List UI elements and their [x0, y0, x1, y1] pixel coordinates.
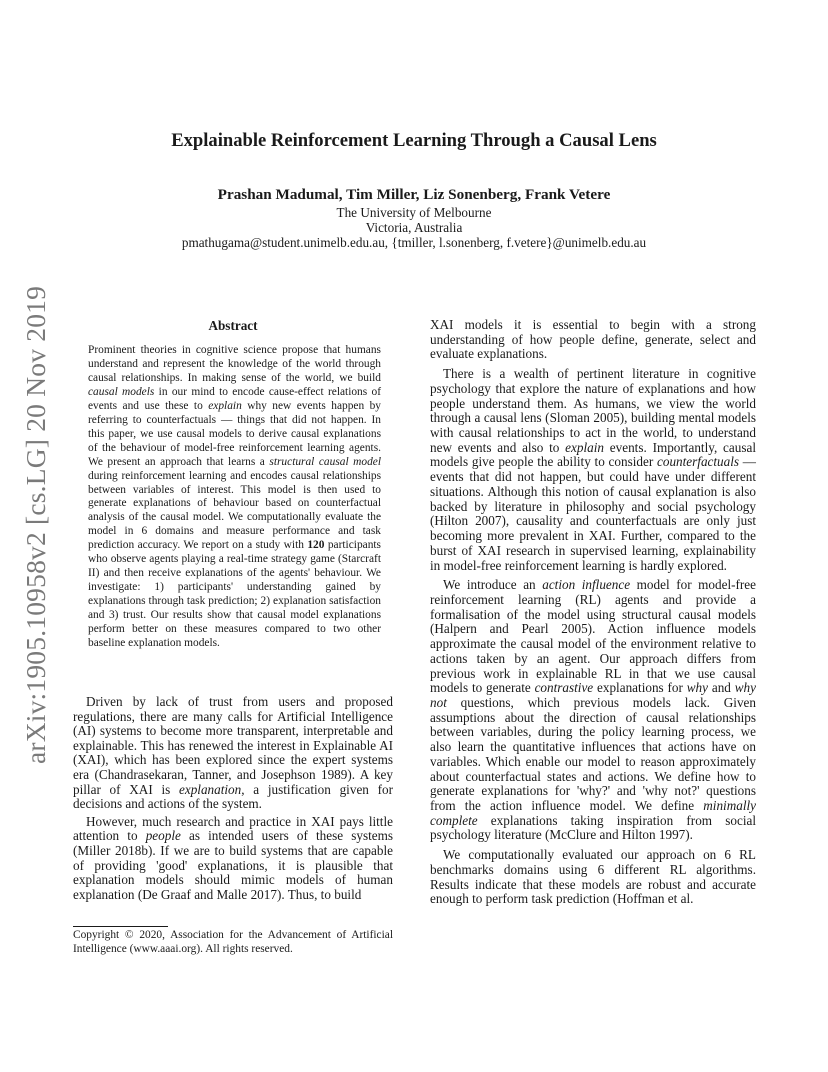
abstract-text-2: in our mind to encode cause-effect relations of events and use these to	[88, 385, 381, 412]
intro-paragraph-2	[73, 815, 393, 903]
intro-p1-text: Driven by lack of trust from users and proposed regulations, there are many calls for Artificial Intelligence (AI) systems to become more transparent, interpretable and explainable. This has renewed the interest in Explainable AI (XAI), which has been explored since the expert systems era (Chandrasekaran, Tanner, and Josephson 1989). A key pillar of XAI is	[73, 694, 393, 797]
location: Victoria, Australia	[365, 220, 463, 235]
copyright-footnote: Copyright © 2020, Association for the Advancement of Artificial Intelligence (www.aaai.org). All rights reserved.	[73, 929, 393, 955]
footnote-divider	[73, 926, 168, 927]
abstract-text-4: during reinforcement learning and encodes causal relationships between variables of interest. This model is then used to generate explanations of behaviour based on counterfactual analysis of the causal model. We computationally evaluate the model in 6 domains and measure performance and task prediction accuracy. We report on a study with	[88, 469, 381, 552]
abstract-emphasis-1: causal models	[88, 385, 155, 398]
author-emails: pmathugama@student.unimelb.edu.au, {tmiller, l.sonenberg, f.vetere}@unimelb.edu.au	[181, 235, 647, 250]
p5-text-e: questions, which previous models lack. Given assumptions about the direction of causal relationships between variables, during the policy learning process, we also learn the quantitative influences that actions have on variables. Which enable our model to reason approximately about counterfactual states and actions. We define how to generate explanations for 'why?' and 'why not?' questions from the action influence model. We define	[430, 694, 756, 813]
paper-title: Explainable Reinforcement Learning Through a Causal Lens	[171, 130, 657, 151]
intro-p1-emphasis: explanation	[178, 781, 242, 797]
p4-emphasis-1: explain	[565, 439, 604, 455]
intro-p2-text-b: as intended users of these systems (Miller 2018b). If we are to build systems that are capable of providing 'good' explanations, it is plausible that explanation models should mimic models of human explanation (De Graaf and Malle 2017). Thus, to build	[73, 828, 394, 902]
p4-emphasis-2: counterfactuals	[657, 454, 740, 470]
p4-text-c: — events that did not happen, but could have under different situations. Although this notion of causal explanation is also backed by literature in philosophy and social psychology (Hilton 2007), causality and counterfactuals are only just becoming more prevalent in XAI. Further, compared to the burst of XAI research in supervised learning, explainability in model-free reinforcement learning is hardly explored.	[430, 454, 756, 573]
intro-paragraph-5	[430, 578, 756, 843]
p5-emphasis-5: minimally complete	[430, 798, 756, 828]
intro-paragraph-4	[430, 367, 756, 573]
intro-p1-end: , a justification given for decisions and actions of the system.	[73, 781, 393, 812]
intro-p2-emphasis: people	[145, 828, 181, 844]
p5-text-a: We introduce an	[443, 577, 543, 593]
p4-text-a: There is a wealth of pertinent literature in cognitive psychology that explore the nature of explanations and how people understand them. As humans, we view the world through a causal lens (Sloman 2005), building mental models with causal relationships to act in the world, to understand new events and also to	[430, 366, 756, 455]
left-column-body	[73, 695, 393, 902]
arxiv-identifier	[20, 283, 52, 766]
right-column-body	[430, 318, 756, 907]
abstract-text-3: why new events happen by referring to counterfactuals — things that did not happen. In this paper, we use causal models to derive causal explanations of the behaviour of model-free reinforcement learning agents. We present an approach that learns a	[88, 399, 382, 468]
p4-text-b: events. Importantly, causal models give people the ability to consider	[430, 439, 757, 470]
p5-emphasis-4: why not	[430, 680, 756, 710]
intro-paragraph-3: XAI models it is essential to begin with a strong understanding of how people define, generate, select and evaluate explanations.	[430, 317, 756, 362]
arxiv-identifier-text: arXiv:1905.10958v2 [cs.LG] 20 Nov 2019	[20, 285, 52, 764]
abstract-text-1: Prominent theories in cognitive science propose that humans understand and represent the knowledge of the world through causal relationships. In making sense of the world, we build	[88, 344, 381, 384]
abstract-text	[88, 344, 381, 651]
abstract-heading: Abstract	[208, 318, 258, 333]
p5-text-f: explanations taking inspiration from social psychology literature (McClure and Hilton 1997).	[430, 812, 756, 843]
paper-authors: Prashan Madumal, Tim Miller, Liz Sonenberg, Frank Vetere	[217, 186, 611, 203]
p5-emphasis-3: why	[686, 680, 708, 696]
abstract-emphasis-2: explain	[208, 399, 242, 412]
p5-text-b: model for model-free reinforcement learning (RL) agents and provide a formalisation of the model using structural causal models (Halpern and Pearl 2005). Action influence models approximate the causal model of the environment relative to actions taken by an agent. Our approach differs from previous work in explainable RL in that we use causal models to generate	[430, 577, 756, 696]
p5-text-d: and	[708, 680, 735, 696]
intro-paragraph-1	[73, 695, 393, 812]
p5-text-c: explanations for	[593, 680, 687, 696]
abstract-bold-count: 120	[307, 539, 325, 552]
affiliation: The University of Melbourne	[336, 205, 492, 220]
p5-emphasis-1: action influence	[542, 577, 631, 593]
p5-emphasis-2: contrastive	[534, 680, 594, 696]
abstract-emphasis-3: structural causal model	[269, 455, 381, 468]
intro-paragraph-6: We computationally evaluated our approach on 6 RL benchmarks domains using 6 different RL algorithms. Results indicate that these models are robust and accurate enough to perform task prediction (Hoffman et al.	[430, 847, 756, 907]
abstract-text-5: participants who observe agents playing a real-time strategy game (Starcraft II) and then receive explanations of the agents' behaviour. We investigate: 1) participants' understanding gained by explanations through task prediction; 2) explanation satisfaction and 3) trust. Our results show that causal model explanations perform better on these measures compared to two other baseline explanation models.	[88, 539, 381, 650]
intro-p2-text-a: However, much research and practice in XAI pays little attention to	[73, 813, 393, 844]
